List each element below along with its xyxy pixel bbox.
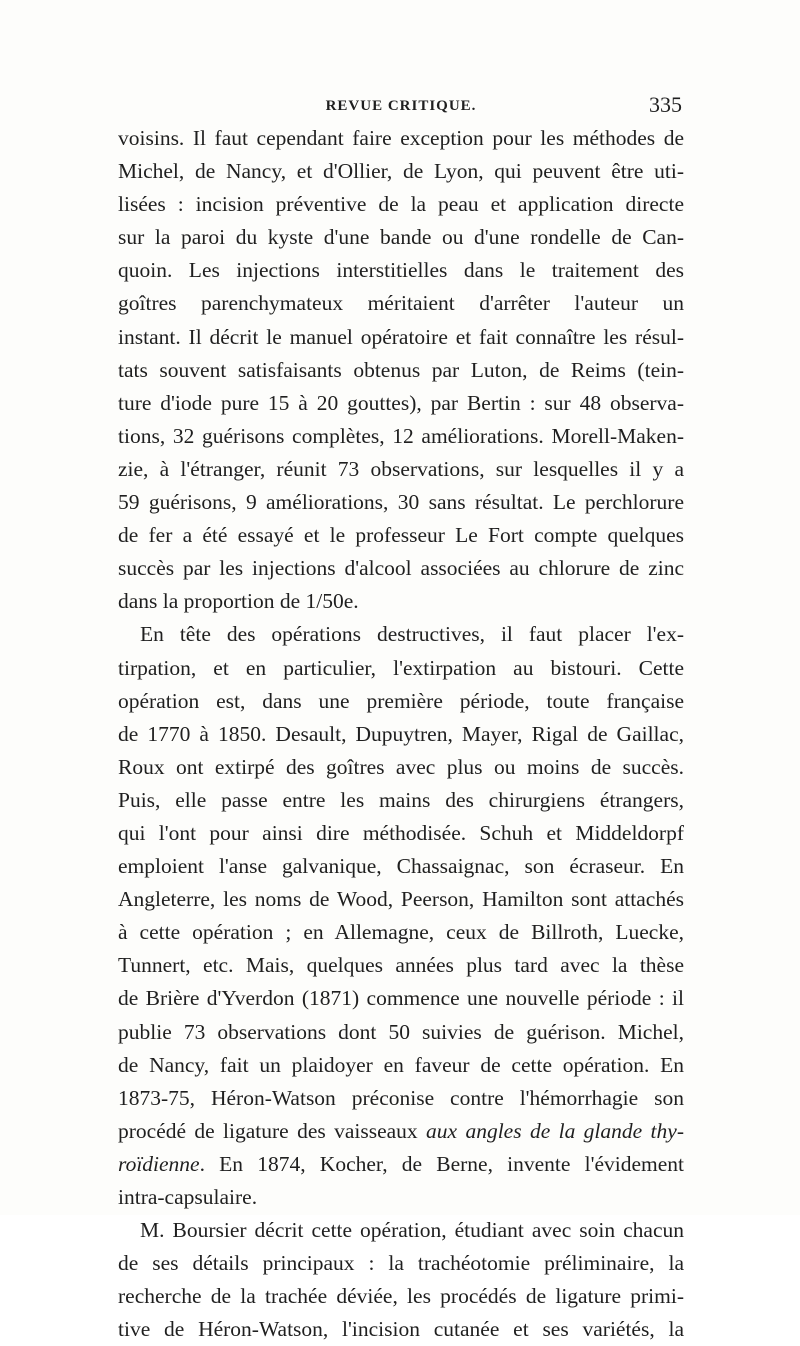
page-number: 335 [649,92,682,117]
text-line: qui l'ont pour ainsi dire méthodisée. Schuh et Middeldorpf [118,820,684,845]
text-line: de Nancy, fait un plaidoyer en faveur de cette opération. En [118,1052,684,1077]
text-line: de 1770 à 1850. Desault, Dupuytren, Mayer, Rigal de Gaillac, [118,721,684,746]
paragraph-start-line: En tête des opérations destructives, il faut placer l'ex- [140,622,684,647]
text-line: 1873-75, Héron-Watson préconise contre l'hémorrhagie son [118,1085,684,1110]
text-line: de fer a été essayé et le professeur Le Fort compte quelques [118,523,684,548]
text-line: emploient l'anse galvanique, Chassaignac, son écraseur. En [118,854,684,879]
text-line-with-italic [118,1148,684,1181]
text-line: de ses détails principaux : la trachéotomie préliminaire, la [118,1251,684,1276]
text-line: goîtres parenchymateux méritaient d'arrêter l'auteur un [118,291,684,316]
page-header [118,92,684,122]
line-text: . En 1874, Kocher, de Berne, invente l'évidement [199,1151,684,1176]
text-line: lisées : incision préventive de la peau et application directe [118,192,684,217]
text-line: Angleterre, les noms de Wood, Peerson, Hamilton sont attachés [118,887,684,912]
italic-phrase: aux angles de la glande thy- [426,1118,684,1143]
paragraph-start-line: M. Boursier décrit cette opération, étudiant avec soin chacun [140,1218,684,1243]
text-line: tats souvent satisfaisants obtenus par Luton, de Reims (tein- [118,357,684,382]
text-line: Puis, elle passe entre les mains des chirurgiens étrangers, [118,787,684,812]
text-line: tive de Héron-Watson, l'incision cutanée et ses variétés, la [118,1317,684,1342]
text-line: Michel, de Nancy, et d'Ollier, de Lyon, qui peuvent être uti- [118,159,684,184]
paragraph-end-line: dans la proportion de 1/50e. [118,589,359,614]
text-line: quoin. Les injections interstitielles dans le traitement des [118,258,684,283]
text-line: tirpation, et en particulier, l'extirpation au bistouri. Cette [118,655,684,680]
text-line: succès par les injections d'alcool associées au chlorure de zinc [118,556,684,581]
text-line: instant. Il décrit le manuel opératoire et fait connaître les résul- [118,324,684,349]
text-line: de Brière d'Yverdon (1871) commence une nouvelle période : il [118,986,684,1011]
italic-phrase: roïdienne [118,1151,200,1176]
text-line: opération est, dans une première période, toute française [118,688,684,713]
text-line: voisins. Il faut cependant faire exception pour les méthodes de [118,126,684,150]
text-line: 59 guérisons, 9 améliorations, 30 sans résultat. Le perchlorure [118,490,684,515]
text-line: Roux ont extirpé des goîtres avec plus ou moins de succès. [118,754,684,779]
body-text [118,122,684,1346]
text-line: publie 73 observations dont 50 suivies de guérison. Michel, [118,1019,684,1044]
paragraph-end-line: intra-capsulaire. [118,1185,258,1209]
text-line: sur la paroi du kyste d'une bande ou d'une rondelle de Can- [118,225,684,250]
text-line: ture d'iode pure 15 à 20 gouttes), par Bertin : sur 48 observa- [118,390,684,415]
line-text: procédé de ligature des vaisseaux [118,1118,427,1143]
text-line: recherche de la trachée déviée, les procédés de ligature primi- [118,1284,684,1309]
running-head: REVUE CRITIQUE. [325,98,477,114]
text-line-with-italic [118,1115,684,1148]
text-line: zie, à l'étranger, réunit 73 observations, sur lesquelles il y a [118,456,684,481]
text-line: à cette opération ; en Allemagne, ceux de Billroth, Luecke, [118,920,684,945]
text-line: tions, 32 guérisons complètes, 12 améliorations. Morell-Maken- [118,423,684,448]
text-line: Tunnert, etc. Mais, quelques années plus tard avec la thèse [118,953,684,978]
